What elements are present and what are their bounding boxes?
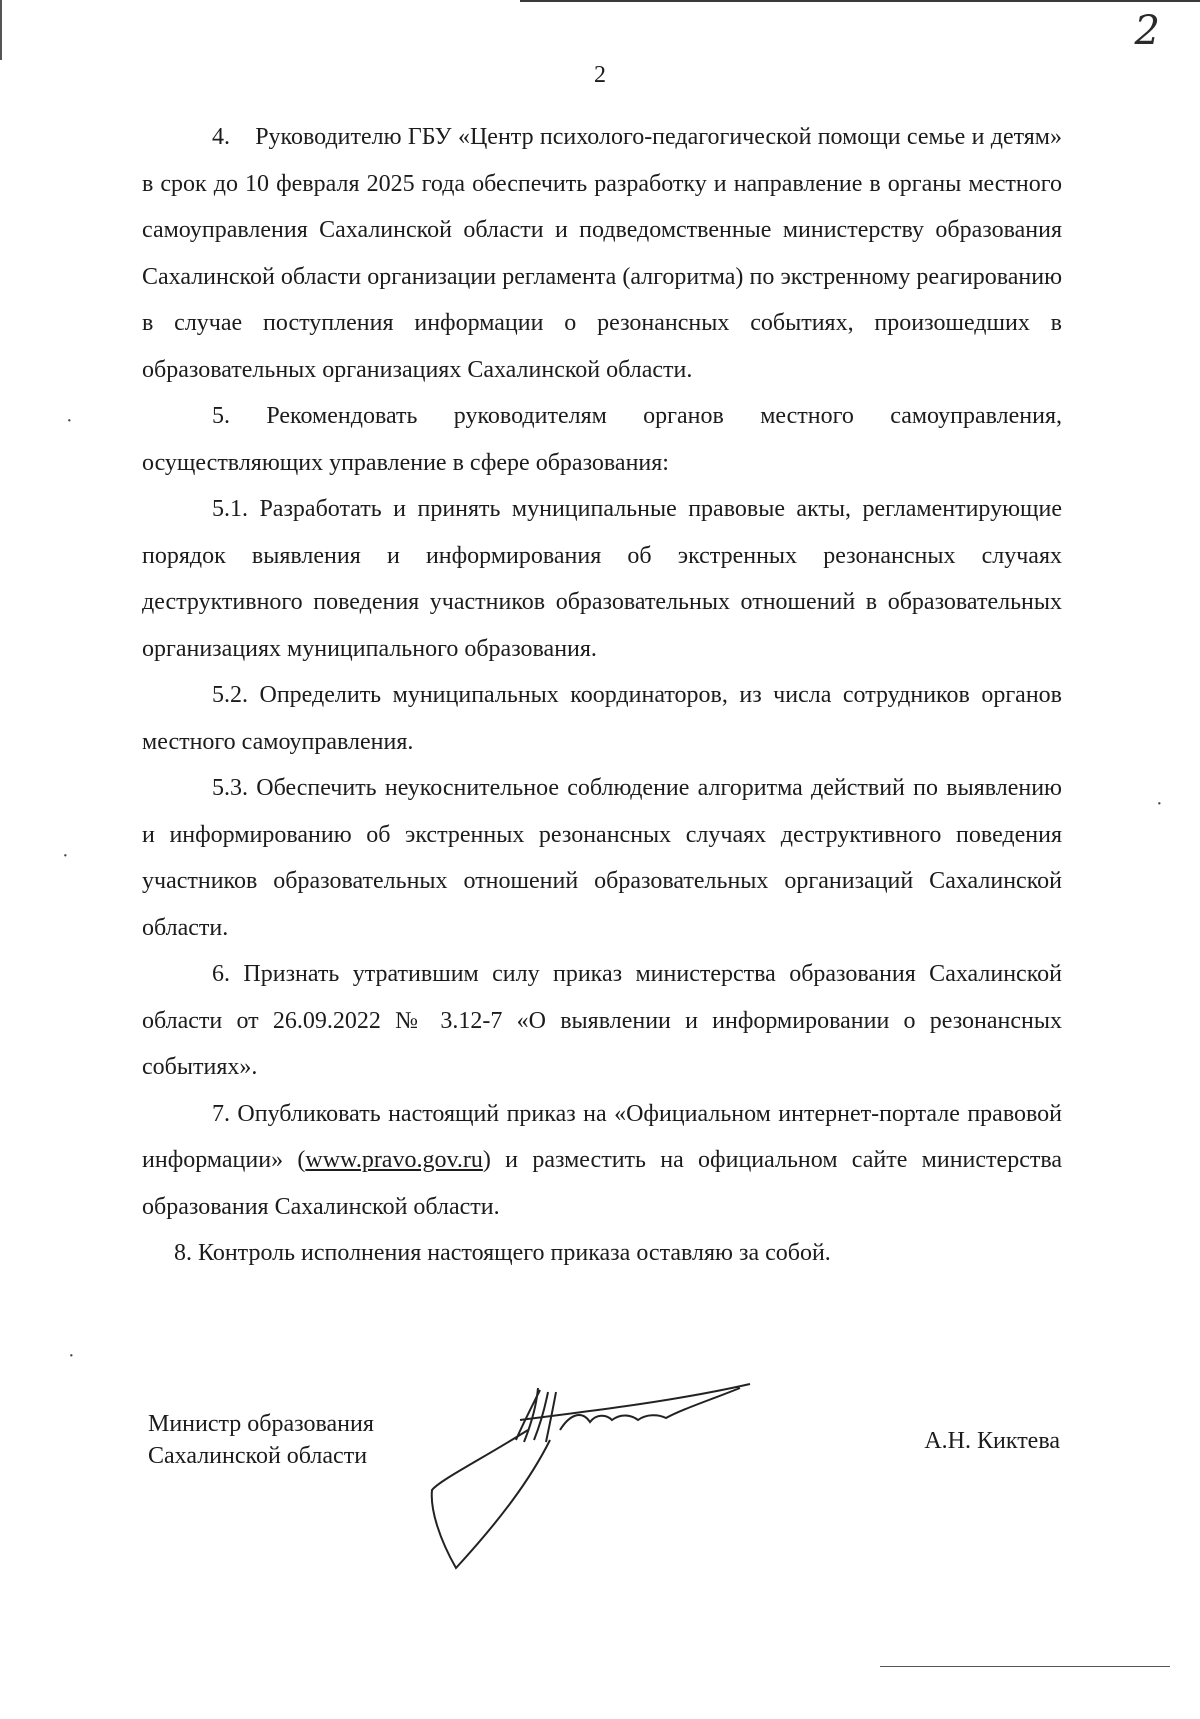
signatory-position-line2: Сахалинской области [148,1443,368,1469]
left-scan-border [0,0,2,60]
signatory-name: А.Н. Киктева [924,1428,1060,1454]
scan-speck: · [68,1345,75,1367]
paragraph-item-7 [142,1091,1062,1231]
paragraph-item-5-3: 5.3. Обеспечить неукоснительное соблюдение алгоритма действий по выявлению и информированию об экстренных резонансных случаях деструктивного поведения участников образовательных отношений образовательных организаций Сахалинской области. [142,775,1062,941]
signatory-position-line1: Министр образования [148,1411,374,1437]
scan-speck: · [1156,793,1163,815]
pravo-gov-link[interactable]: www.pravo.gov.ru [305,1147,483,1173]
paragraph-item-5-1: 5.1. Разработать и принять муниципальные правовые акты, регламентирующие порядок выявления и информирования об экстренных резонансных случаях деструктивного поведения участников образовательных отношений в образовательных организациях муниципального образования. [142,496,1062,662]
bottom-scan-line [880,1666,1170,1667]
paragraph-item-6: 6. Признать утратившим силу приказ министерства образования Сахалинской области от 26.09.2022 № 3.12-7 «О выявлении и информировании о резонансных событиях». [142,961,1062,1080]
item-7-text-after: ) и разместить на официальном сайте министерства образования Сахалинской области. [142,1147,1062,1220]
paragraph-item-5: 5. Рекомендовать руководителям органов местного самоуправления, осуществляющих управление в сфере образования: [142,403,1062,476]
handwritten-signature [420,1370,820,1600]
paragraph-item-5-2: 5.2. Определить муниципальных координаторов, из числа сотрудников органов местного самоуправления. [142,682,1062,755]
item-7-text-before: 7. Опубликовать настоящий приказ на «Официальном интернет-портале правовой информации» ( [142,1100,1062,1173]
top-scan-border [520,0,1200,2]
page-number: 2 [594,62,606,88]
handwritten-sheet-number: 2 [1134,8,1160,54]
scan-speck: · [66,410,73,432]
document-body [142,114,1062,1277]
signatory-position [148,1408,374,1472]
paragraph-item-8: 8. Контроль исполнения настоящего приказа оставляю за собой. [174,1240,831,1266]
paragraph-item-4: 4. Руководителю ГБУ «Центр психолого-педагогической помощи семье и детям» в срок до 10 февраля 2025 года обеспечить разработку и направление в органы местного самоуправления Сахалинской области и подведомственные министерству образования Сахалинской области организации регламента (алгоритма) по экстренному реагированию в случае поступления информации о резонансных событиях, произошедших в образовательных организациях Сахалинской области. [142,124,1062,383]
scan-speck: · [62,845,69,867]
